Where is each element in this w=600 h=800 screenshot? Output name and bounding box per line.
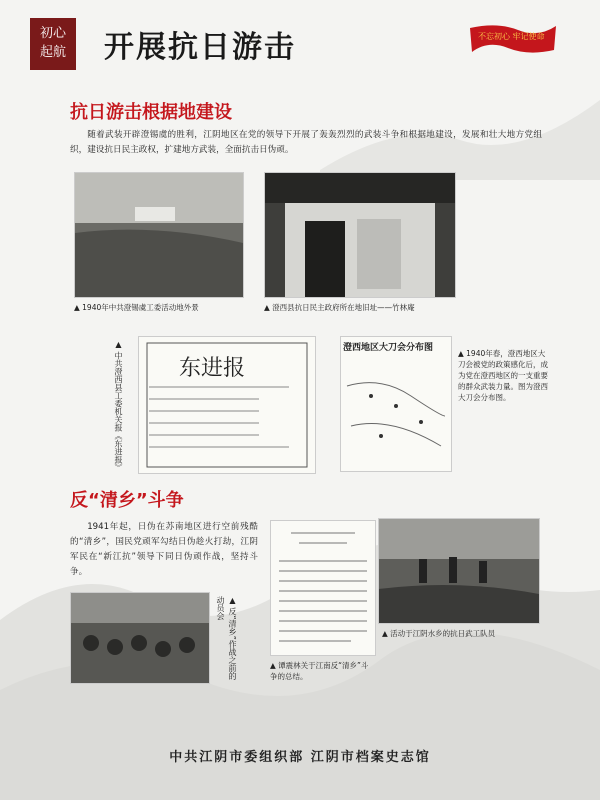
footer-organizers: 中共江阴市委组织部 江阴市档案史志馆 [169,750,431,765]
section1-paragraph: 随着武装开辟澄锡虞的胜利，江阴地区在党的领导下开展了轰轰烈烈的武装斗争和根据地建设，发展和壮大地方党组织，建设抗日民主政权，扩建地方武装，全面抗击日伪顽。 [70,130,542,155]
photo-dongjin-newspaper [138,336,316,474]
photo-mobilization-meeting [70,592,210,684]
photo1-caption: ▲ 1940年中共澄锡虞工委活动地外景 [74,303,199,312]
logo-line-1: 初心 [39,26,66,41]
document-caption: ▲ 谭震林关于江南反“清乡”斗争的总结。 [270,661,369,681]
photo2-caption: ▲ 澄西县抗日民主政府所在地旧址——竹林庵 [264,303,415,312]
map-caption: ▲ 1940年春，澄西地区大刀会被党的政策感化后，成为党在澄西地区的一支重要的群众武装力量。图为澄西大刀会分布图。 [458,349,548,402]
map-dadaohui-distribution [340,336,452,472]
logo-line-2: 起航 [39,45,66,60]
section1-title: 抗日游击根据地建设 [70,102,232,123]
svg-text:东进报: 东进报 [179,356,246,381]
map-title: 澄西地区大刀会分布图 [343,343,434,353]
section2-title: 反“清乡”斗争 [70,490,184,511]
photo-mobilization-caption: ▲ 反“清乡”作战之前的动员会 [216,596,237,680]
photo-work-committee-site [74,172,244,298]
photo-bamboo-temple [264,172,456,298]
photo-work-team-caption: ▲ 活动于江阴水乡的抗日武工队员 [382,629,496,638]
page-title: 开展抗日游击 [104,30,296,65]
document-tan-zhenlin-summary [270,520,376,656]
flag-slogan: 不忘初心 牢记使命 [478,32,545,41]
logo-badge [30,18,76,70]
section2-paragraph: 1941年起，日伪在苏南地区进行空前残酷的“清乡”，国民党顽军勾结日伪趁火打劫，江阴军民在“新江抗”领导下同日伪顽作战，坚持斗争。 [70,522,258,577]
newspaper-caption: ▲ 中共澄西县工委机关报《东进报》 [114,340,123,472]
photo-armed-work-team [378,518,540,624]
